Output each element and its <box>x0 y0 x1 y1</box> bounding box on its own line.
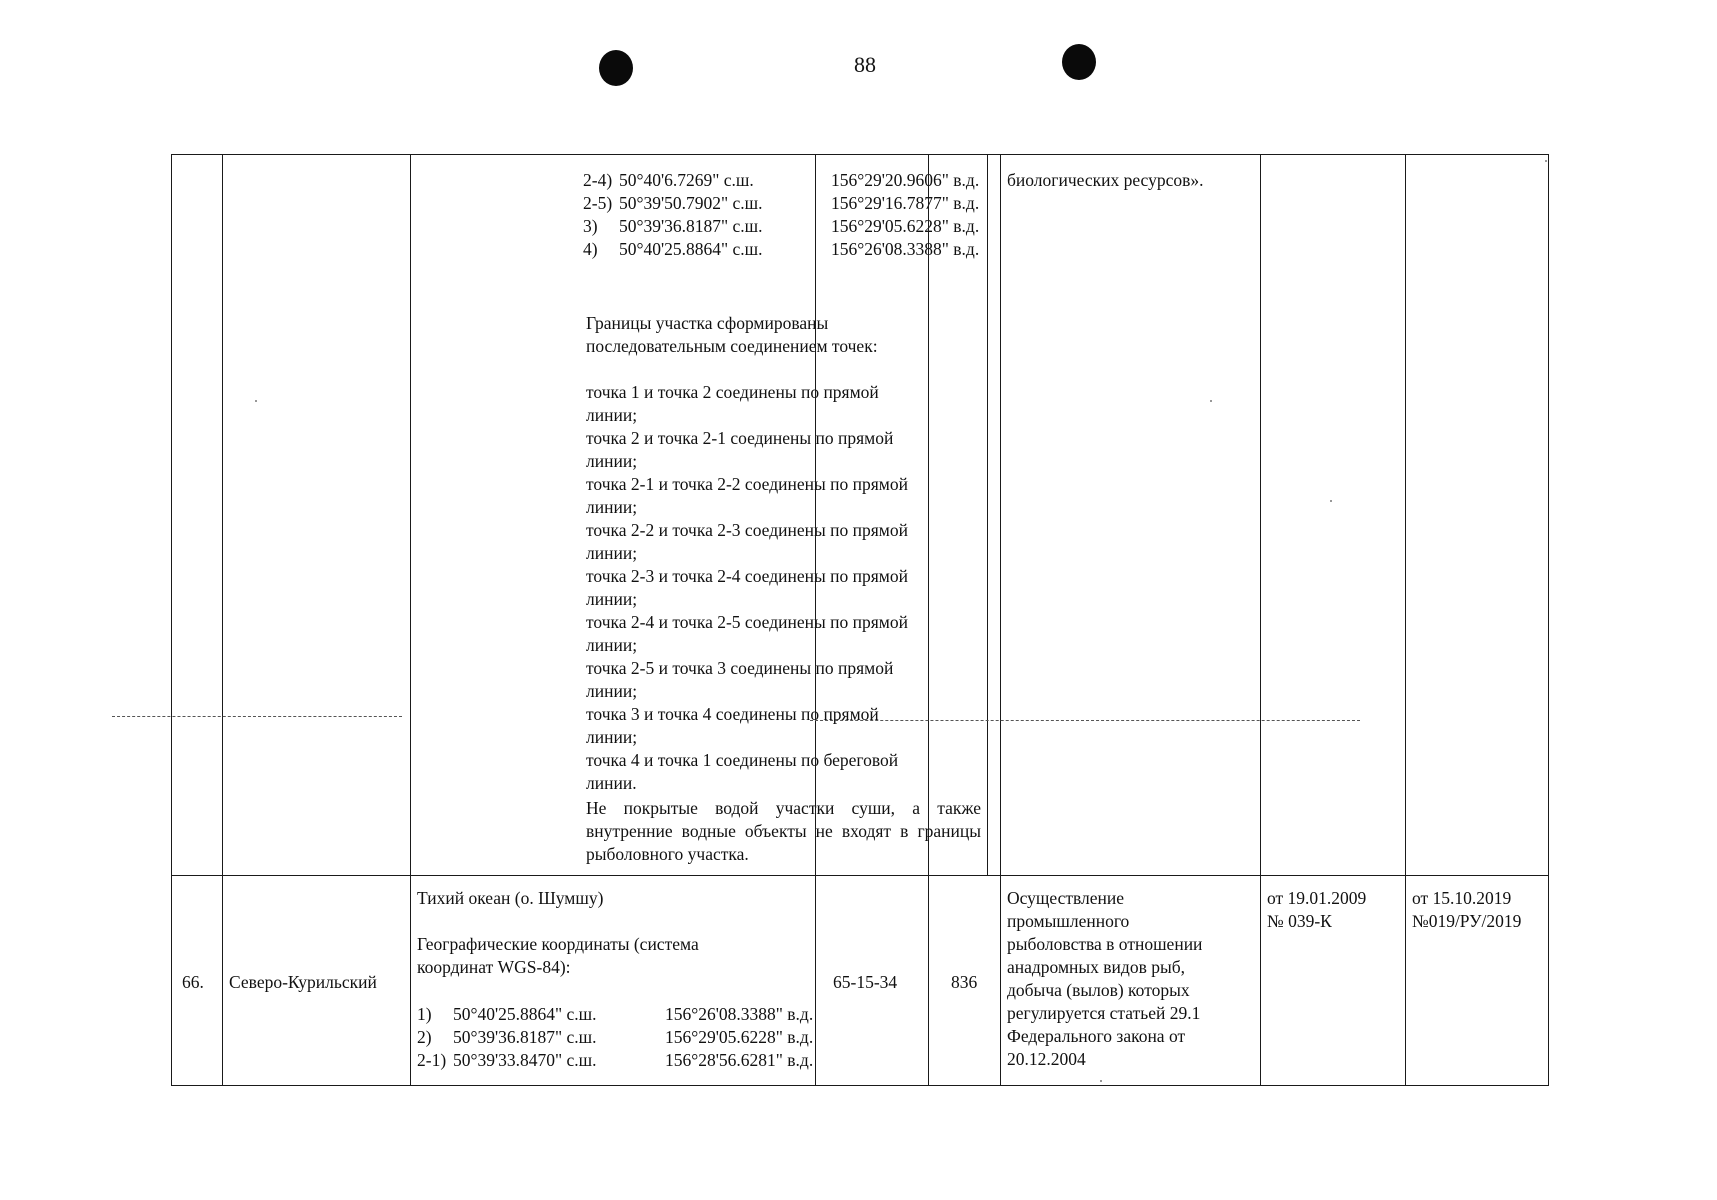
scan-speck <box>1330 500 1332 502</box>
row-number: 66. <box>182 972 204 992</box>
coordinate-line: 1) 50°40'25.8864" с.ш. 156°26'08.3388" в.д. <box>417 1004 814 1024</box>
cell-66-area <box>928 875 1001 1086</box>
coordinate-line: 2-4) 50°40'6.7269" с.ш. 156°29'20.9606" в.д. <box>583 170 980 190</box>
cell-66-description <box>410 875 816 1086</box>
cell-66-purpose <box>1000 875 1261 1086</box>
boundary-note: Не покрытые водой участки суши, а также внутренние водные объекты не входят в границы рыболовного участка. <box>586 798 981 864</box>
cell-top-purpose <box>1000 154 1261 876</box>
cell-top-agreement <box>1405 154 1549 876</box>
district-name: Северо-Курильский <box>229 972 377 992</box>
purpose-continued: биологических ресурсов». <box>1007 170 1204 190</box>
scan-speck <box>1100 1080 1102 1082</box>
plot-area: 836 <box>951 972 978 992</box>
fishing-purpose: Осуществление промышленного рыболовства в отношении анадромных видов рыб, добыча (вылов) которых регулируется статьей 29.1 Федерального закона от 20.12.2004 <box>1007 888 1203 1069</box>
coordinate-line: 2) 50°39'36.8187" с.ш. 156°29'05.6228" в.д. <box>417 1027 814 1047</box>
cell-66-number <box>171 875 223 1086</box>
row-66-coordinates <box>417 1003 813 1072</box>
cell-66-decision <box>1260 875 1406 1086</box>
punch-hole-right <box>1062 44 1096 80</box>
cell-top-area <box>928 154 1001 876</box>
scan-speck <box>255 400 257 402</box>
area-title: Тихий океан (о. Шумшу) <box>417 888 604 908</box>
coord-system: Географические координаты (система координат WGS-84): <box>417 934 699 977</box>
decision-ref: от 19.01.2009 № 039-К <box>1267 888 1367 931</box>
scan-speck <box>1545 160 1547 162</box>
coordinate-line: 2-5) 50°39'50.7902" с.ш. 156°29'16.7877" в.д. <box>583 193 980 213</box>
cell-top-code <box>815 154 929 876</box>
scan-fold-line <box>810 720 1360 721</box>
scan-speck <box>1210 400 1212 402</box>
cell-top-district <box>222 154 411 876</box>
cell-66-district <box>222 875 411 1086</box>
scan-fold-line <box>112 716 402 717</box>
cell-top-decision <box>1260 154 1406 876</box>
page-number: 88 <box>854 52 876 77</box>
cell-66-code <box>815 875 929 1086</box>
cell-top-number <box>171 154 223 876</box>
coordinate-line: 3) 50°39'36.8187" с.ш. 156°29'05.6228" в.д. <box>583 216 980 236</box>
agreement-ref: от 15.10.2019 №019/РУ/2019 <box>1412 888 1522 931</box>
plot-code: 65-15-34 <box>833 972 898 992</box>
coordinate-line: 4) 50°40'25.8864" с.ш. 156°26'08.3388" в.д. <box>583 239 980 259</box>
connections-list: точка 1 и точка 2 соединены по прямой линии; точка 2 и точка 2-1 соединены по прямой линии; точка 2-1 и точка 2-2 соединены по прямой линии; точка 2-2 и точка 2-3 соединены по прямой линии; точка 2-3 и точка 2-4 соединены по прямой линии; точка 2-4 и точка 2-5 соединены по прямой линии; точка 2-5 и точка 3 соединены по прямой линии; точка 3 и точка 4 соединены по прямой линии; точка 4 и точка 1 соединены по береговой линии. <box>586 382 908 793</box>
boundary-heading: Границы участка сформированы последовательным соединением точек: <box>586 313 878 356</box>
cell-66-agreement <box>1405 875 1549 1086</box>
coordinate-line: 2-1) 50°39'33.8470" с.ш. 156°28'56.6281" в.д. <box>417 1050 814 1070</box>
punch-hole-left <box>599 50 633 86</box>
